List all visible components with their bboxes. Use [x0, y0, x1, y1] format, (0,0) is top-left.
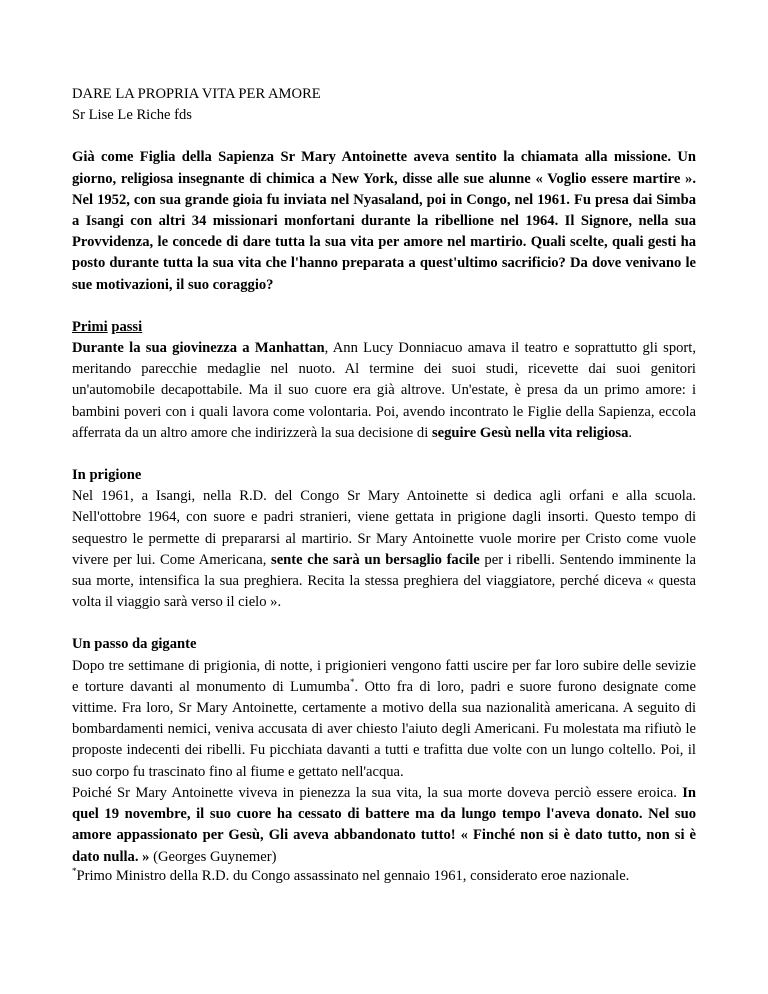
emphasis-text: sente che sarà un bersaglio facile [271, 551, 480, 568]
section-primi-passi [72, 317, 696, 444]
intro-paragraph: Già come Figlia della Sapienza Sr Mary Antoinette aveva sentito la chiamata alla missione. Un giorno, religiosa insegnante di chimica a New York, disse alle sue alunne « Voglio essere martire ». Nel 1952, con sua grande gioia fu inviata nel Nyasaland, poi in Congo, nel 1961. Fu presa dai Simba a Isangi con altri 34 missionari monfortani durante la ribellione nel 1964. Il Signore, nella sua Provvidenza, le concede di dare tutta la sua vita per amore nel martirio. Quali scelte, quali gesti ha posto durante tutta la sua vita che l'hanno preparata a quest'ultimo sacrificio? Da dove venivano le sue motivazioni, il suo coraggio? [72, 149, 696, 293]
heading-word-primi: Primi [72, 318, 108, 335]
document-title: DARE LA PROPRIA VITA PER AMORE [72, 86, 321, 102]
citation-text: (Georges Guynemer) [149, 848, 277, 865]
section-heading-passo-gigante: Un passo da gigante [72, 636, 197, 653]
body-text: Dopo tre settimane di prigionia, di notte, i prigionieri vengono fatti uscire per far loro subire delle sevizie e torture davanti al monumento di Lumumba [72, 657, 696, 695]
footnote-mark: * [72, 866, 77, 877]
body-text-2: . Otto fra di loro, padri e suore furono designate come vittime. Fra loro, Sr Mary Antoinette, certamente a motivo della sua nazionalità americana. A seguito di bombardamenti nemici, veniva accusata di aver chiesto l'aiuto degli Americani. Fu molestata ma rifiutò le proposte indecenti dei ribelli. Fu picchiata davanti a tutti e trafitta due volte con un lungo coltello. Poi, il suo corpo fu trascinato fino al fiume e gettato nell'acqua. [72, 678, 696, 780]
heading-word-passi: passi [111, 318, 143, 335]
section-text-in-prigione [72, 486, 696, 613]
section-heading-primi-passi [72, 317, 696, 338]
document-author: Sr Lise Le Riche fds [72, 107, 192, 124]
section-in-prigione [72, 465, 696, 613]
footnote-reference: * [350, 677, 355, 688]
body-text-end: . [628, 424, 633, 441]
section-text-passo-gigante [72, 656, 696, 783]
body-text: , Ann Lucy Donniacuo amava il teatro e soprattutto gli sport, meritando parecchie medaglie nel nuoto. Al termine dei suoi studi, ricevette dai suoi genitori un'automobile decapottabile. Ma il suo cuore era già altrove. Un'estate, è presa da un primo amore: i bambini poveri con i quali lavora come volontaria. Poi, avendo incontrato le Figlie della Sapienza, eccola afferrata da un altro amore che indirizzerà la sua decisione di [72, 340, 696, 441]
section-heading-in-prigione: In prigione [72, 467, 142, 484]
body-text: Nel 1961, a Isangi, nella R.D. del Congo Sr Mary Antoinette si dedica agli orfani e alla scuola. Nell'ottobre 1964, con suore e padri stranieri, viene gettata in prigione dagli insorti. Questo tempo di sequestro le permette di prepararsi al martirio. Sr Mary Antoinette vuole morire per Cristo come vuole vivere per lui. Come Americana, [72, 488, 696, 568]
footnote [72, 866, 696, 887]
section-text-passo-gigante-2 [72, 783, 696, 868]
section-text-primi-passi [72, 338, 696, 444]
document-body [72, 84, 696, 868]
body-text-2: per i ribelli. Sentendo imminente la sua morte, intensifica la sua preghiera. Recita la stessa preghiera del viaggiatore, perché diceva « questa volta il viaggio sarà verso il cielo ». [72, 551, 697, 611]
section-passo-gigante [72, 634, 696, 867]
document-header [72, 84, 696, 126]
emphasis-text: In quel 19 novembre, il suo cuore ha cessato di battere ma da lungo tempo l'aveva donato. Nel suo amore appassionato per Gesù, Gli aveva abbandonato tutto! « Finché non si è dato tutto, non si è dato nulla. » [72, 784, 696, 865]
body-text-3: Poiché Sr Mary Antoinette viveva in pienezza la sua vita, la sua morte doveva perciò essere eroica. [72, 784, 683, 801]
emphasis-text: seguire Gesù nella vita religiosa [431, 424, 629, 441]
footnote-text: Primo Ministro della R.D. du Congo assassinato nel gennaio 1961, considerato eroe nazionale. [76, 868, 630, 884]
lead-text: Durante la sua giovinezza a Manhattan [72, 340, 325, 357]
